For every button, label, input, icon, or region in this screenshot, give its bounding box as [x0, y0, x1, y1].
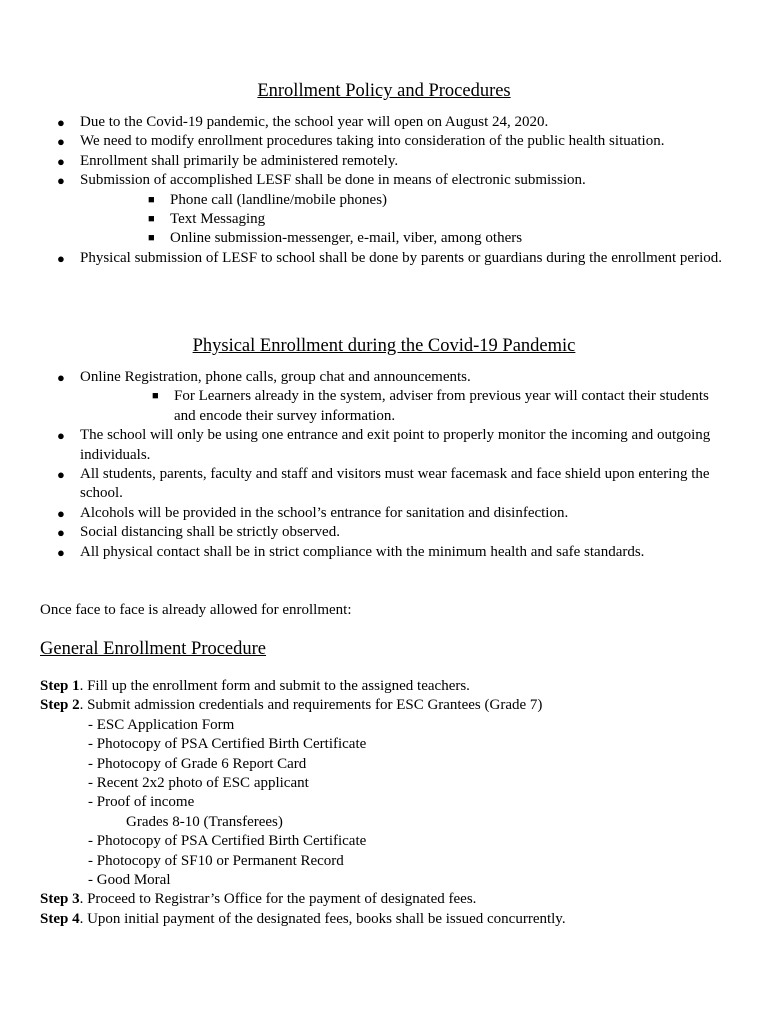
list-item: ■ Online submission-messenger, e-mail, viber, among others — [170, 229, 730, 248]
list-item: ● Due to the Covid-19 pandemic, the school year will open on August 24, 2020. — [80, 113, 730, 132]
square-bullet-icon: ■ — [148, 213, 155, 226]
enrollment-steps — [40, 677, 730, 929]
requirement-item: - Good Moral — [88, 872, 171, 889]
requirement-item: - Photocopy of PSA Certified Birth Certificate — [88, 833, 367, 850]
bullet-icon: ● — [57, 134, 65, 150]
list-item: ● Online Registration, phone calls, group chat and announcements. ■ For Learners already in the system, adviser from previous year will contact their students and encode their survey information. — [80, 368, 730, 426]
step-4: Step 4. Upon initial payment of the designated fees, books shall be issued concurrently. — [40, 910, 566, 927]
requirement-item: - Recent 2x2 photo of ESC applicant — [88, 775, 309, 792]
list-item: ● Physical submission of LESF to school shall be done by parents or guardians during the enrollment period. — [80, 249, 730, 268]
requirement-item: - Photocopy of Grade 6 Report Card — [88, 755, 307, 772]
face-to-face-note: Once face to face is already allowed for enrollment: — [40, 602, 352, 618]
transferee-heading: Grades 8-10 (Transferees) — [126, 813, 283, 830]
step-1: Step 1. Fill up the enrollment form and submit to the assigned teachers. — [40, 678, 470, 694]
enrollment-policy-list — [57, 113, 730, 268]
bullet-icon: ● — [57, 505, 65, 521]
bullet-icon: ● — [57, 467, 65, 483]
section-title-general-procedure: General Enrollment Procedure — [40, 639, 267, 659]
list-item: ● The school will only be using one entrance and exit point to properly monitor the incoming and outgoing individuals. — [57, 427, 711, 463]
list-item: ● Submission of accomplished LESF shall be done in means of electronic submission. ■ Phone call (landline/mobile phones) ■ Text Messaging ■ Online submission-messenger, e-mail, viber, among others — [80, 171, 730, 249]
bullet-icon: ● — [57, 428, 65, 444]
bullet-icon: ● — [57, 525, 65, 541]
square-bullet-icon: ■ — [152, 390, 159, 403]
bullet-icon: ● — [57, 115, 65, 130]
bullet-icon: ● — [57, 544, 65, 560]
square-bullet-icon: ■ — [148, 232, 155, 245]
section-title-enrollment-policy: Enrollment Policy and Procedures — [257, 81, 511, 101]
bullet-icon: ● — [57, 153, 65, 169]
bullet-icon: ● — [57, 370, 65, 385]
physical-enrollment-list — [57, 368, 730, 562]
bullet-icon: ● — [57, 250, 65, 266]
list-item: ● All physical contact shall be in strict compliance with the minimum health and safe standards. — [80, 543, 730, 562]
step-2: Step 2. Submit admission credentials and requirements for ESC Grantees (Grade 7) — [40, 697, 543, 714]
list-item: ● All students, parents, faculty and staff and visitors must wear facemask and face shield upon entering the school. — [57, 466, 710, 502]
step-3: Step 3. Proceed to Registrar’s Office for the payment of designated fees. — [40, 891, 477, 908]
square-bullet-icon: ■ — [148, 193, 155, 206]
requirement-item: - Proof of income — [88, 794, 195, 811]
requirement-item: - ESC Application Form — [88, 716, 235, 733]
bullet-icon: ● — [57, 173, 65, 189]
list-item: ● Alcohols will be provided in the school’s entrance for sanitation and disinfection. — [80, 504, 730, 523]
requirement-item: - Photocopy of PSA Certified Birth Certificate — [88, 736, 367, 753]
list-item: ■ For Learners already in the system, adviser from previous year will contact their students and encode their survey information. — [152, 388, 709, 424]
list-item: ■ Phone call (landline/mobile phones) — [170, 191, 730, 210]
requirement-item: - Photocopy of SF10 or Permanent Record — [88, 852, 344, 869]
section-title-physical-enrollment: Physical Enrollment during the Covid-19 Pandemic — [192, 336, 576, 356]
submission-methods-list — [148, 191, 730, 249]
list-item: ● We need to modify enrollment procedures taking into consideration of the public health situation. — [80, 132, 730, 151]
list-item: ● Social distancing shall be strictly observed. — [80, 523, 730, 542]
registration-sublist — [152, 387, 730, 426]
list-item: ● Enrollment shall primarily be administered remotely. — [80, 152, 730, 171]
list-item: ■ Text Messaging — [170, 210, 730, 229]
